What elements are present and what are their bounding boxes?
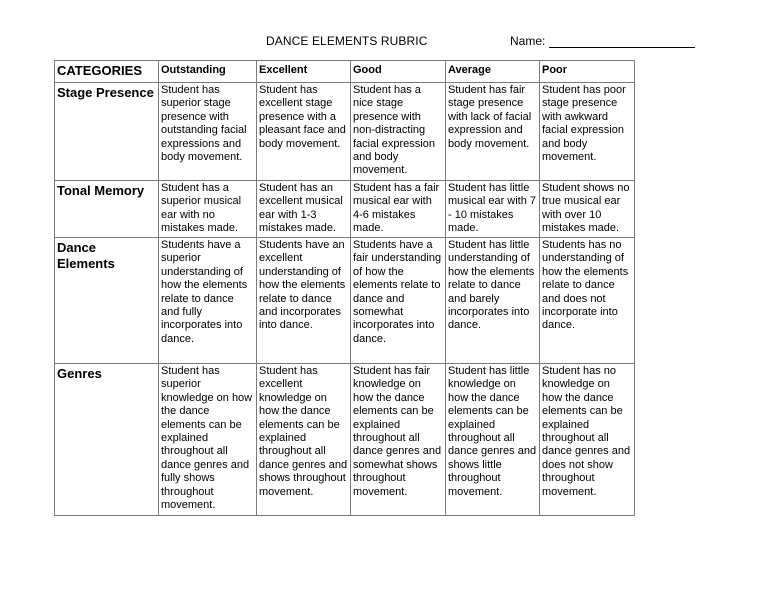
table-cell: Student has fair stage presence with lack of facial expression and body movement. [446, 83, 540, 181]
table-cell: Student has an excellent musical ear with 1-3 mistakes made. [257, 181, 351, 238]
column-header-good: Good [351, 61, 446, 83]
column-header-outstanding: Outstanding [159, 61, 257, 83]
table-cell: Student has little knowledge on how the dance elements can be explained throughout all dance genres and shows little throughout movement. [446, 364, 540, 516]
table-row [55, 238, 635, 364]
table-cell: Student has little musical ear with 7 - 10 mistakes made. [446, 181, 540, 238]
table-cell: Student has poor stage presence with awkward facial expression and body movement. [540, 83, 635, 181]
category-cell: Tonal Memory [55, 181, 159, 238]
table-cell: Student has excellent stage presence with a pleasant face and body movement. [257, 83, 351, 181]
table-cell: Student has superior knowledge on how the dance elements can be explained throughout all dance genres and fully shows throughout movement. [159, 364, 257, 516]
table-cell: Student has a superior musical ear with no mistakes made. [159, 181, 257, 238]
table-cell: Student has fair knowledge on how the dance elements can be explained throughout all dance genres and somewhat shows throughout movement. [351, 364, 446, 516]
table-cell: Students have an excellent understanding of how the elements relate to dance and incorporates into dance. [257, 238, 351, 364]
name-label: Name: [510, 34, 546, 48]
column-header-excellent: Excellent [257, 61, 351, 83]
header-row [55, 61, 635, 83]
name-blank-line[interactable] [549, 35, 695, 48]
table-row [55, 181, 635, 238]
column-header-average: Average [446, 61, 540, 83]
rubric-table [54, 60, 635, 516]
name-field[interactable] [510, 34, 695, 48]
category-cell: Genres [55, 364, 159, 516]
table-cell: Students have a fair understanding of how the elements relate to dance and somewhat incorporates into dance. [351, 238, 446, 364]
table-cell: Students have a superior understanding of how the elements relate to dance and fully incorporates into dance. [159, 238, 257, 364]
table-cell: Student has a nice stage presence with non-distracting facial expression and body movement. [351, 83, 446, 181]
table-cell: Student has little understanding of how the elements relate to dance and barely incorporates into dance. [446, 238, 540, 364]
table-cell: Student has a fair musical ear with 4-6 mistakes made. [351, 181, 446, 238]
table-cell: Student shows no true musical ear with over 10 mistakes made. [540, 181, 635, 238]
column-header-categories: CATEGORIES [55, 61, 159, 83]
category-cell: Dance Elements [55, 238, 159, 364]
category-cell: Stage Presence [55, 83, 159, 181]
table-cell: Students has no understanding of how the elements relate to dance and does not incorporate into dance. [540, 238, 635, 364]
table-cell: Student has superior stage presence with outstanding facial expressions and body movement. [159, 83, 257, 181]
table-row [55, 83, 635, 181]
document-title: DANCE ELEMENTS RUBRIC [266, 34, 428, 48]
column-header-poor: Poor [540, 61, 635, 83]
table-row [55, 364, 635, 516]
table-cell: Student has no knowledge on how the dance elements can be explained throughout all dance genres and does not show throughout movement. [540, 364, 635, 516]
table-cell: Student has excellent knowledge on how the dance elements can be explained throughout all dance genres and shows throughout movement. [257, 364, 351, 516]
